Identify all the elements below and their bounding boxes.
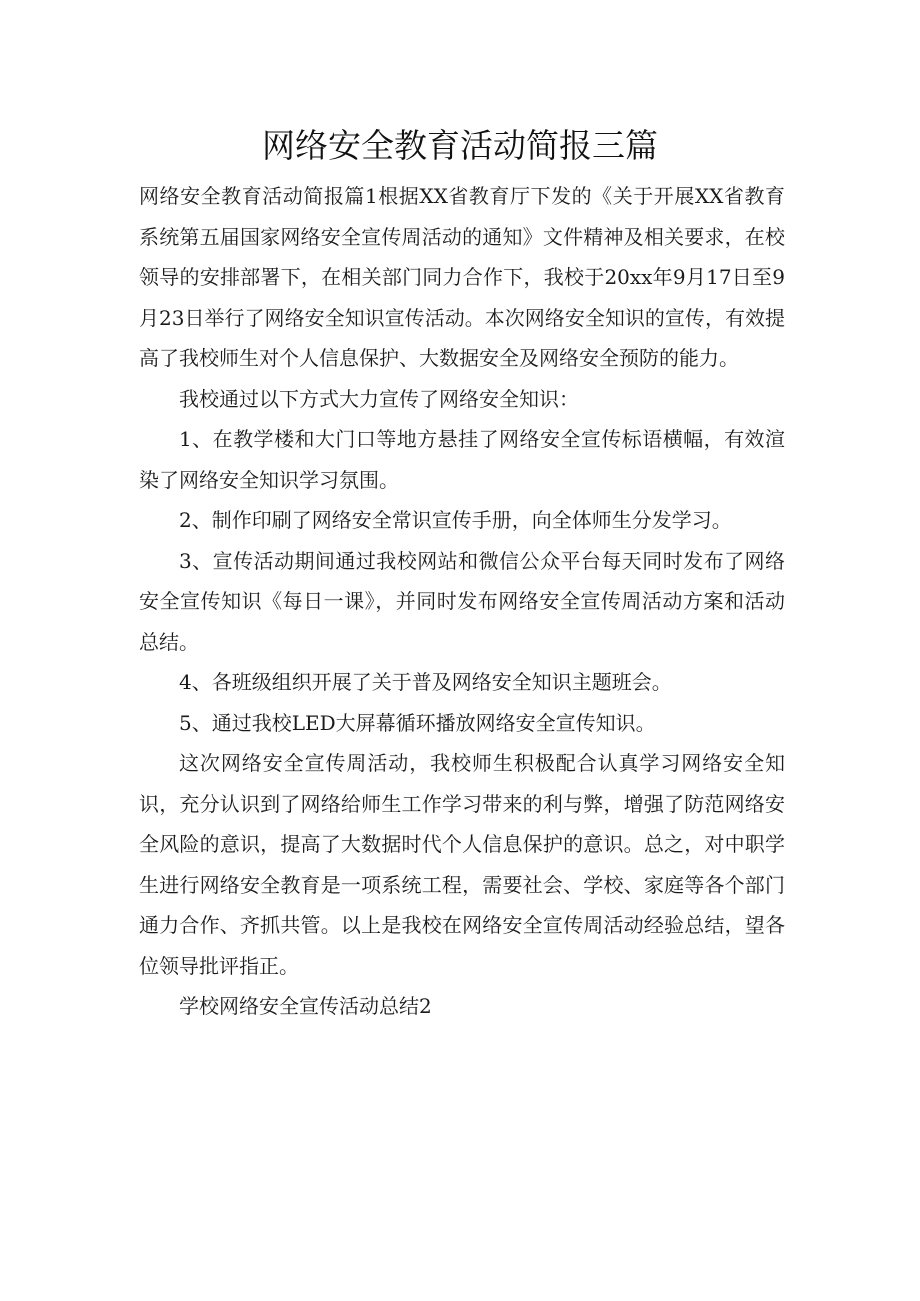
paragraph-intro: 网络安全教育活动简报篇1根据XX省教育厅下发的《关于开展XX省教育系统第五届国家网络安全宣传周活动的通知》文件精神及相关要求，在校领导的安排部署下，在相关部门同力合作下，我校于20xx年9月17日至9月23日举行了网络安全知识宣传活动。本次网络安全知识的宣传，有效提高了我校师生对个人信息保护、大数据安全及网络安全预防的能力。	[139, 184, 785, 370]
paragraph-item-2: 2、制作印刷了网络安全常识宣传手册，向全体师生分发学习。	[179, 508, 732, 532]
document-title: 网络安全教育活动简报三篇	[262, 126, 658, 165]
paragraph-methods-heading: 我校通过以下方式大力宣传了网络安全知识：	[179, 386, 579, 411]
document-body	[139, 176, 785, 1027]
paragraph-summary: 这次网络安全宣传周活动，我校师生积极配合认真学习网络安全知识，充分认识到了网络给师生工作学习带来的利与弊，增强了防范网络安全风险的意识，提高了大数据时代个人信息保护的意识。总之，对中职学生进行网络安全教育是一项系统工程，需要社会、学校、家庭等各个部门通力合作、齐抓共管。以上是我校在网络安全宣传周活动经验总结，望各位领导批评指正。	[139, 751, 785, 978]
paragraph-item-3: 3、宣传活动期间通过我校网站和微信公众平台每天同时发布了网络安全宣传知识《每日一课》，并同时发布网络安全宣传周活动方案和活动总结。	[139, 548, 785, 654]
paragraph-next-section: 学校网络安全宣传活动总结2	[179, 994, 432, 1018]
paragraph-item-5: 5、通过我校LED大屏幕循环播放网络安全宣传知识。	[179, 710, 656, 735]
paragraph-item-4: 4、各班级组织开展了关于普及网络安全知识主题班会。	[179, 670, 672, 694]
paragraph-item-1: 1、在教学楼和大门口等地方悬挂了网络安全宣传标语横幅，有效渲染了网络安全知识学习氛围。	[139, 427, 785, 492]
